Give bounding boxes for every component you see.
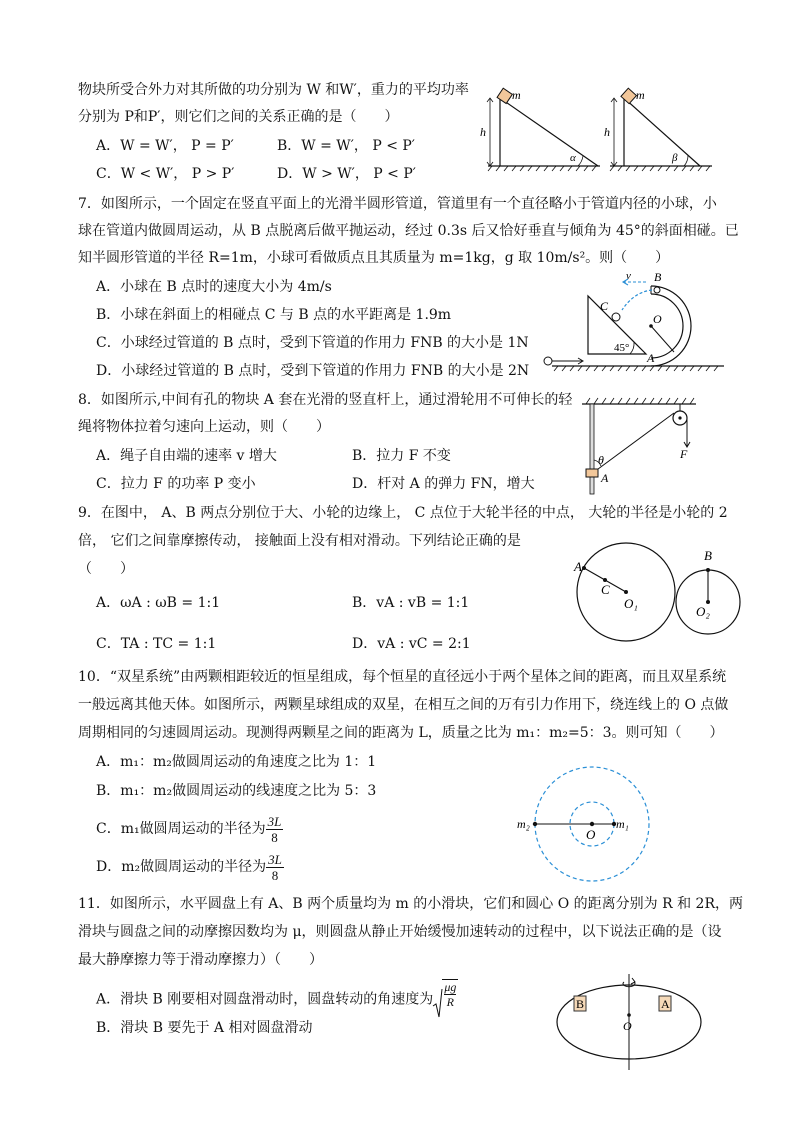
q11-option-a-sqrt: $\frac{\mu g}{R}$ bbox=[433, 979, 458, 1020]
q6-line2: 分别为 P和P′，则它们之间的关系正确的是（ ） bbox=[78, 109, 399, 125]
q9-label-c: C bbox=[601, 582, 610, 597]
q10-label-m2: m₂ bbox=[517, 817, 530, 831]
q9-label-o1: O₁ bbox=[624, 596, 638, 611]
q10-line2: 一般远离其他天体。如图所示，两颗星球组成的双星，在相互之间的万有引力作用下，绕连线上的 O 点做 bbox=[78, 697, 729, 713]
q7-option-a: A．小球在 B 点时的速度大小为 4m/s bbox=[96, 279, 332, 295]
q11-option-a-text: A．滑块 B 刚要相对圆盘滑动时，圆盘转动的角速度为 bbox=[96, 991, 434, 1008]
q9-option-d: D．vA : vC = 2:1 bbox=[352, 636, 471, 652]
q7-line2: 球在管道内做圆周运动，从 B 点脱离后做平抛运动，经过 0.3s 后又恰好垂直与倾角为 45°的斜面相碰。已 bbox=[78, 223, 739, 239]
q8-option-c: C．拉力 F 的功率 P 变小 bbox=[96, 476, 256, 492]
q6-label-alpha: α bbox=[570, 152, 576, 164]
q11-label-a: A bbox=[661, 997, 670, 1011]
q9-option-b: B．vA : vB = 1:1 bbox=[352, 595, 470, 611]
q7-label-v: v bbox=[626, 270, 631, 282]
q9-line2: 倍， 它们之间靠摩擦传动， 接触面上没有相对滑动。下列结论正确的是 bbox=[78, 533, 521, 549]
q8-label-f: F bbox=[680, 447, 688, 461]
q6-label-m-right: m bbox=[636, 88, 645, 102]
q7-option-c: C．小球经过管道的 B 点时，受到下管道的作用力 FNB 的大小是 1N bbox=[96, 335, 529, 351]
q11-line2: 滑块与圆盘之间的动摩擦因数均为 μ，则圆盘从静止开始缓慢加速转动的过程中，以下说法正确的是（设 bbox=[78, 924, 722, 940]
q9-label-a: A bbox=[574, 559, 582, 574]
q8-option-a: A．绳子自由端的速率 v 增大 bbox=[96, 448, 277, 464]
q11-label-o: O bbox=[623, 1019, 632, 1033]
q11-line3: 最大静摩擦力等于滑动摩擦力）（ ） bbox=[78, 952, 323, 968]
q7-line1: 7．如图所示，一个固定在竖直平面上的光滑半圆形管道，管道里有一个直径略小于管道内径的小球，小 bbox=[78, 196, 717, 212]
q7-label-b: B bbox=[654, 270, 662, 284]
q10-option-d-text: D．m₂做圆周运动的半径为 bbox=[96, 859, 267, 875]
q8-option-b: B．拉力 F 不变 bbox=[352, 448, 451, 464]
q6-label-beta: β bbox=[672, 152, 678, 164]
q6-block-right bbox=[621, 88, 637, 104]
q10-line1: 10．“双星系统”由两颗相距较近的恒星组成，每个恒星的直径远小于两个星体之间的距离，而且双星系统 bbox=[78, 669, 727, 685]
q9-label-b: B bbox=[704, 548, 712, 563]
q6-label-h-left: h bbox=[480, 125, 486, 139]
q8-line1: 8．如图所示,中间有孔的物块 A 套在光滑的竖直杆上，通过滑轮用不可伸长的轻 bbox=[78, 392, 573, 408]
q10-option-c-fraction: $\frac{3L}{8}$ bbox=[267, 813, 282, 845]
q8-block-a bbox=[586, 469, 598, 477]
q6-block-left bbox=[497, 88, 512, 103]
q8-option-d: D．杆对 A 的弹力 FN，增大 bbox=[352, 476, 535, 492]
q6-label-h-right: h bbox=[604, 125, 610, 139]
q9-friction-wheels-figure bbox=[572, 540, 742, 640]
q10-option-b: B．m₁：m₂做圆周运动的线速度之比为 5：3 bbox=[96, 783, 377, 799]
q10-option-d-fraction: $\frac{3L}{8}$ bbox=[268, 851, 282, 883]
q10-option-a: A．m₁：m₂做圆周运动的角速度之比为 1：1 bbox=[96, 754, 377, 770]
q10-line3: 周期相同的匀速圆周运动。现测得两颗星之间的距离为 L，质量之比为 m₁：m₂=5：3。则可知（ ） bbox=[78, 725, 724, 741]
q7-label-angle: 45° bbox=[614, 342, 630, 354]
q10-label-o: O bbox=[586, 827, 596, 842]
q11-label-b: B bbox=[576, 997, 585, 1011]
q11-option-a bbox=[96, 979, 458, 1020]
q9-line3: （ ） bbox=[78, 561, 134, 577]
q8-line2: 绳将物体拉着匀速向上运动，则（ ） bbox=[78, 419, 330, 435]
q6-option-a: A．W = W′， P = P′ bbox=[96, 138, 234, 154]
q6-option-b: B．W = W′， P < P′ bbox=[277, 138, 415, 154]
q11-option-b: B．滑块 B 要先于 A 相对圆盘滑动 bbox=[96, 1020, 313, 1036]
q8-label-theta: θ bbox=[598, 453, 604, 467]
q8-label-a: A bbox=[601, 471, 609, 485]
q6-label-m-left: m bbox=[512, 88, 521, 102]
q10-option-c bbox=[96, 812, 283, 846]
q11-rotating-disk-figure bbox=[552, 972, 712, 1072]
q10-label-m1: m₁ bbox=[616, 817, 629, 831]
q6-option-c: C．W < W′， P > P′ bbox=[96, 166, 235, 182]
q7-label-c: C bbox=[600, 299, 609, 313]
q7-line3: 知半圆形管道的半径 R=1m，小球可看做质点且其质量为 m=1kg，g 取 10m/s²。则（ ） bbox=[78, 250, 670, 266]
q8-pulley-figure bbox=[580, 394, 700, 494]
q6-incline-figure bbox=[478, 86, 718, 172]
q10-binary-star-figure bbox=[512, 760, 662, 890]
q10-option-d bbox=[96, 850, 284, 884]
q7-semicircle-pipe-figure bbox=[538, 270, 728, 382]
q9-label-o2: O₂ bbox=[696, 604, 710, 619]
q7-label-a: A bbox=[647, 351, 655, 365]
q7-option-b: B．小球在斜面上的相碰点 C 与 B 点的水平距离是 1.9m bbox=[96, 307, 452, 323]
q9-line1: 9．在图中， A、B 两点分别位于大、小轮的边缘上， C 点位于大轮半径的中点， 大轮的半径是小轮的 2 bbox=[78, 505, 728, 521]
q6-option-d: D．W > W′， P < P′ bbox=[277, 166, 416, 182]
q6-line1: 物块所受合外力对其所做的功分别为 W 和W′，重力的平均功率 bbox=[78, 82, 469, 98]
q9-option-a: A．ωA : ωB = 1:1 bbox=[96, 595, 221, 611]
q10-option-c-text: C．m₁做圆周运动的半径为 bbox=[96, 821, 266, 837]
q7-label-o: O bbox=[653, 312, 662, 326]
q7-option-d: D．小球经过管道的 B 点时，受到下管道的作用力 FNB 的大小是 2N bbox=[96, 363, 530, 379]
q9-option-c: C．TA : TC = 1:1 bbox=[96, 636, 217, 652]
q11-line1: 11．如图所示，水平圆盘上有 A、B 两个质量均为 m 的小滑块，它们和圆心 O 的距离分别为 R 和 2R，两 bbox=[78, 896, 744, 912]
